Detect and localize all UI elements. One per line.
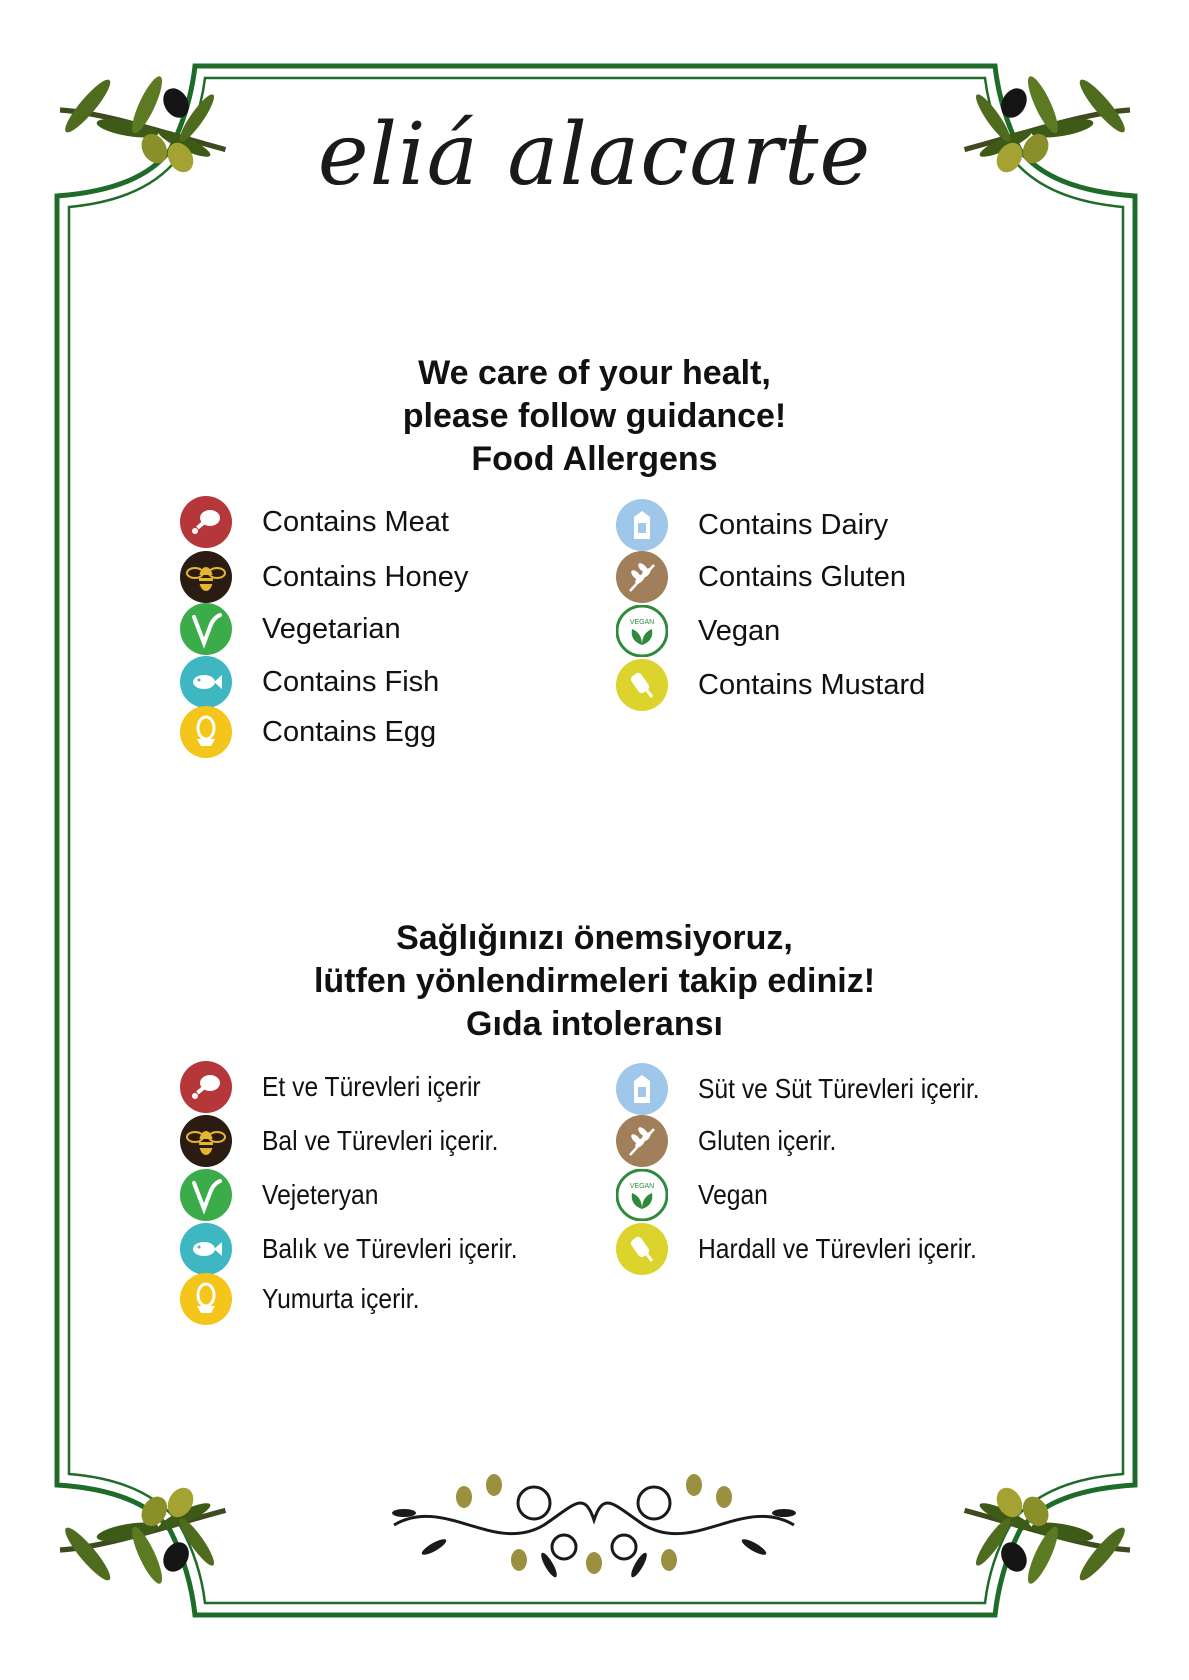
- legend-item-dairy-tr: [616, 1062, 1018, 1116]
- english-heading-line-2: please follow guidance!: [402, 397, 787, 435]
- legend-item-honey-tr: [180, 1114, 531, 1168]
- legend-item-vegan: [616, 604, 780, 658]
- honey-icon: [180, 551, 232, 603]
- legend-label: Vejeteryan: [262, 1179, 379, 1210]
- legend-label: Bal ve Türevleri içerir.: [262, 1125, 499, 1156]
- meat-icon: [180, 1061, 232, 1113]
- legend-item-gluten-tr: [616, 1114, 855, 1168]
- english-heading-line-3: Food Allergens: [471, 440, 718, 478]
- fish-icon: [180, 656, 232, 708]
- legend-item-egg-tr: [180, 1272, 441, 1326]
- english-heading-line-1: We care of your healt,: [418, 354, 771, 392]
- mustard-icon: [616, 659, 668, 711]
- legend-label: Hardall ve Türevleri içerir.: [698, 1233, 977, 1264]
- legend-item-vegetarian: [180, 602, 401, 656]
- turkish-heading: [0, 917, 1189, 1046]
- legend-item-egg: [180, 705, 436, 759]
- legend-item-mustard: [616, 658, 925, 712]
- legend-item-fish: [180, 655, 439, 709]
- legend-item-fish-tr: [180, 1222, 552, 1276]
- legend-label: Contains Honey: [262, 560, 469, 593]
- legend-item-meat-tr: [180, 1060, 510, 1114]
- legend-item-dairy: [616, 498, 888, 552]
- bottom-ornament: [392, 1474, 796, 1579]
- legend-label: Balık ve Türevleri içerir.: [262, 1233, 518, 1264]
- legend-item-mustard-tr: [616, 1222, 1015, 1276]
- legend-label: Vegan: [698, 1179, 768, 1210]
- fish-icon: [180, 1223, 232, 1275]
- legend-label: Contains Egg: [262, 715, 437, 748]
- legend-label: Contains Dairy: [698, 508, 889, 541]
- legend-label: Süt ve Süt Türevleri içerir.: [698, 1073, 980, 1104]
- vegan-badge-text: VEGAN: [629, 1183, 655, 1190]
- legend-label: Yumurta içerir.: [262, 1283, 420, 1314]
- legend-label: Vegetarian: [262, 612, 401, 645]
- legend-label: Gluten içerir.: [698, 1125, 837, 1156]
- turkish-heading-line-1: Sağlığınızı önemsiyoruz,: [396, 919, 793, 957]
- gluten-icon: [616, 1115, 668, 1167]
- gluten-icon: [616, 551, 668, 603]
- legend-item-meat: [180, 495, 449, 549]
- legend-item-vegetarian-tr: [180, 1168, 394, 1222]
- legend-label: Contains Meat: [262, 505, 449, 538]
- turkish-heading-line-2: lütfen yönlendirmeleri takip ediniz!: [313, 962, 876, 1000]
- egg-icon: [180, 1273, 232, 1325]
- legend-item-vegan-tr: [616, 1168, 777, 1222]
- legend-label: Et ve Türevleri içerir: [262, 1071, 481, 1102]
- english-heading: [0, 352, 1189, 481]
- restaurant-title: eliá alacarte: [317, 105, 872, 205]
- legend-label: Contains Fish: [262, 665, 440, 698]
- honey-icon: [180, 1115, 232, 1167]
- vegetarian-icon: [180, 603, 232, 655]
- legend-label: Contains Mustard: [698, 668, 926, 701]
- vegan-badge-text: VEGAN: [629, 619, 655, 626]
- vegetarian-icon: [180, 1169, 232, 1221]
- dairy-icon: [616, 1063, 668, 1115]
- egg-icon: [180, 706, 232, 758]
- legend-item-honey: [180, 550, 468, 604]
- mustard-icon: [616, 1223, 668, 1275]
- legend-item-gluten: [616, 550, 906, 604]
- legend-label: Contains Gluten: [698, 560, 906, 593]
- dairy-icon: [616, 499, 668, 551]
- turkish-heading-line-3: Gıda intoleransı: [466, 1005, 723, 1043]
- vegan-icon: [616, 605, 668, 657]
- vegan-icon: [616, 1169, 668, 1221]
- legend-label: Vegan: [698, 614, 781, 647]
- meat-icon: [180, 496, 232, 548]
